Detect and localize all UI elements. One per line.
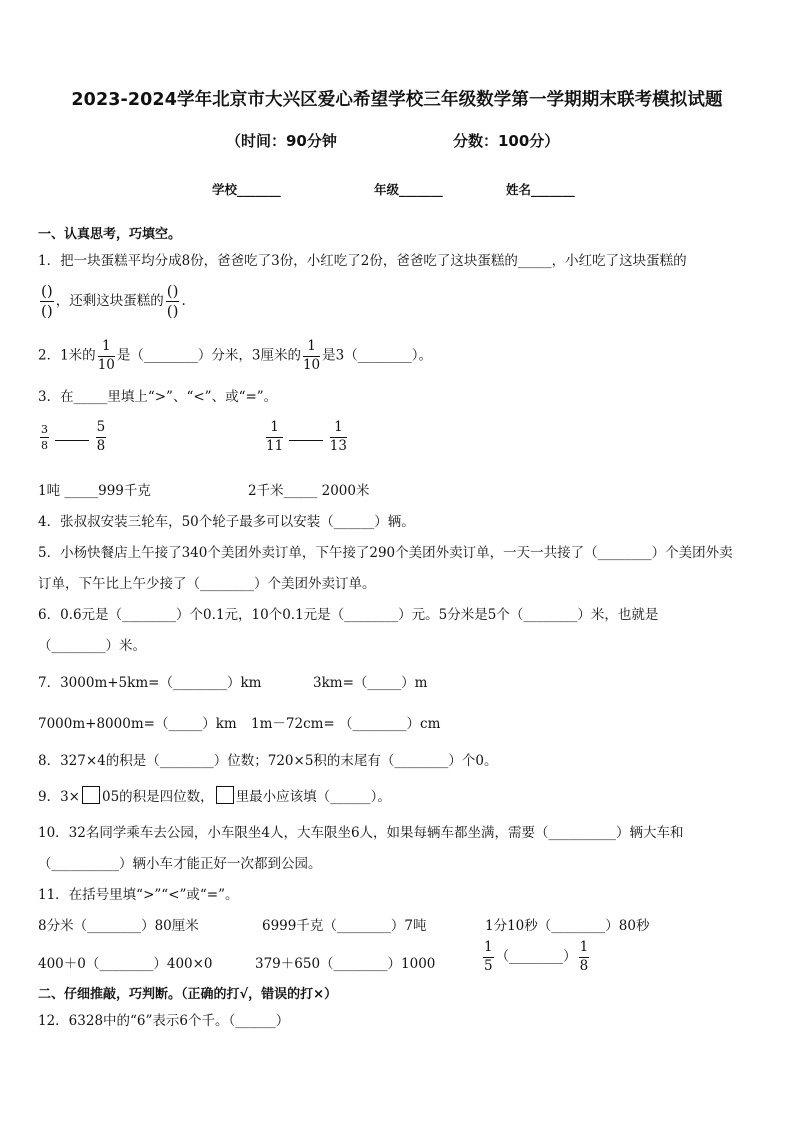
question-11-r2c3: $\frac{1}{5}$ （________） $\frac{1}{8}$ — [484, 939, 589, 974]
question-3-compare-2 — [264, 421, 349, 453]
fraction: $\frac{3}{8}$ — [41, 422, 48, 452]
question-2: 2．1米的 $\frac{1}{10}$ 是（________）分米，3厘米的 $\frac{1}{10}$ 是3（________）。 — [38, 338, 432, 373]
page-title: 2023-2024学年北京市大兴区爱心希望学校三年级数学第一学期期末联考模拟试题 — [71, 90, 723, 110]
fraction: $\frac{1}{13}$ — [329, 419, 347, 454]
fraction-blank: $\frac{()}{()}$ — [166, 282, 179, 320]
answer-blank — [289, 430, 323, 441]
question-11-r2c1: 400＋0（________）400×0 — [38, 956, 213, 972]
question-8: 8．327×4的积是（________）位数；720×5积的末尾有（________）个0。 — [38, 753, 498, 769]
fraction: $\frac{1}{5}$ — [484, 939, 493, 974]
answer-blank — [55, 430, 89, 441]
question-3-compare-4: 2千米_____ 2000米 — [248, 483, 370, 499]
question-4: 4．张叔叔安装三轮车，50个轮子最多可以安装（______）辆。 — [38, 514, 415, 530]
question-10-line-1: 10．32名同学乘车去公园，小车限坐4人，大车限坐6人，如果每辆车都坐满，需要（__________）辆大车和 — [38, 825, 684, 841]
digit-box — [82, 786, 100, 804]
fraction: $\frac{1}{8}$ — [579, 939, 589, 974]
question-6-line-1: 6．0.6元是（________）个0.1元，10个0.1元是（________）元。5分米是5个（________）米，也就是 — [38, 607, 659, 623]
question-11-r1c3: 1分10秒（________）80秒 — [485, 918, 650, 934]
question-3-compare-1 — [38, 421, 108, 453]
fraction: $\frac{1}{10}$ — [302, 338, 321, 373]
section-1-heading: 一、认真思考，巧填空。 — [38, 227, 182, 242]
question-7-c: 7000m+8000m=（_____）km — [38, 716, 237, 732]
question-12: 12．6328中的“6”表示6个千。（______） — [38, 1013, 290, 1029]
fraction: $\frac{1}{10}$ — [97, 338, 115, 373]
question-9: 9．3× 05的积是四位数， 里最小应该填（______）。 — [38, 785, 391, 805]
question-1-line-2: $\frac{()}{()}$ ，还剩这块蛋糕的 $\frac{()}{()}$ . — [41, 282, 186, 320]
question-5-line-1: 5．小杨快餐店上午接了340个美团外卖订单，下午接了290个美团外卖订单，一天一共接了（________）个美团外卖 — [38, 545, 733, 561]
question-11-r2c2: 379＋650（________）1000 — [255, 956, 436, 972]
question-10-line-2: （__________）辆小车才能正好一次都到公园。 — [38, 856, 322, 872]
grade-field: 年级_______ — [374, 182, 443, 197]
name-field: 姓名_______ — [506, 182, 575, 197]
question-7-a: 7．3000m+5km=（________）km — [38, 675, 262, 691]
question-3: 3．在_____里填上“>”、“<”、或“=”。 — [38, 389, 278, 405]
question-5-line-2: 订单，下午比上午少接了（________）个美团外卖订单。 — [38, 576, 376, 592]
question-3-compare-3: 1吨 _____999千克 — [38, 483, 151, 499]
school-field: 学校_______ — [212, 182, 281, 197]
question-6-line-2: （________）米。 — [38, 638, 146, 654]
question-7-b: 3km=（_____）m — [313, 675, 428, 691]
time-label: （时间：90分钟 — [226, 132, 337, 150]
fraction: $\frac{5}{8}$ — [96, 419, 106, 454]
section-2-heading: 二、仔细推敲，巧判断。（正确的打√，错误的打×） — [38, 987, 338, 1002]
fraction: $\frac{1}{11}$ — [266, 419, 284, 454]
fraction-blank: $\frac{()}{()}$ — [41, 282, 53, 320]
question-11: 11．在括号里填“>”“<”或“=”。 — [38, 887, 239, 903]
score-label: 分数：100分） — [453, 132, 560, 150]
question-11-r1c2: 6999千克（________）7吨 — [262, 918, 427, 934]
question-7-d: 1m－72cm= （________）cm — [251, 716, 441, 732]
question-11-r1c1: 8分米（________）80厘米 — [38, 918, 199, 934]
question-1-line-1: 1．把一块蛋糕平均分成8份，爸爸吃了3份，小红吃了2份，爸爸吃了这块蛋糕的_____，小红吃了这块蛋糕的 — [38, 253, 687, 269]
digit-box — [216, 786, 234, 804]
